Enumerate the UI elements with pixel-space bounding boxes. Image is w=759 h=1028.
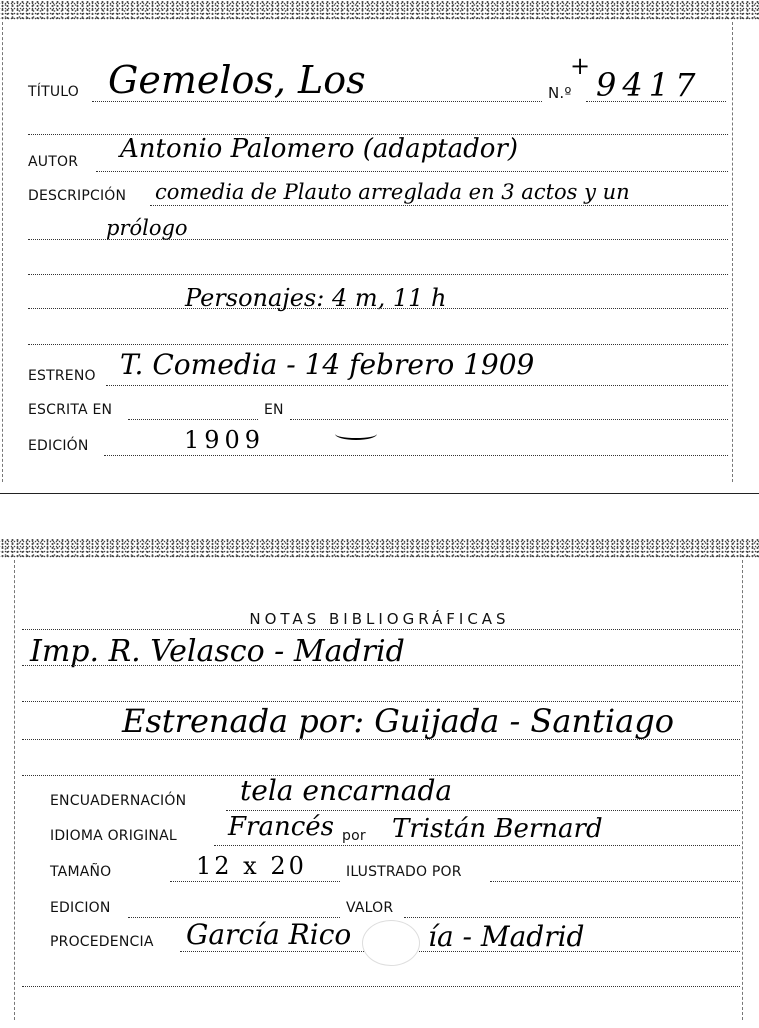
notes-heading: NOTAS BIBLIOGRÁFICAS — [249, 610, 510, 628]
note-line-1 — [22, 665, 740, 666]
edicion-line — [104, 455, 728, 456]
descripcion-line-1 — [150, 205, 728, 206]
estreno-value: T. Comedia - 14 febrero 1909 — [120, 348, 535, 381]
blank-line-2 — [28, 274, 728, 275]
catalog-card-front — [0, 0, 759, 494]
ink-blot — [362, 920, 420, 966]
edicion-label: EDICION — [50, 900, 111, 916]
valor-label: VALOR — [346, 900, 394, 916]
card-right-border — [742, 560, 743, 1020]
titulo-label: TÍTULO — [28, 84, 79, 100]
titulo-value: Gemelos, Los — [108, 58, 366, 102]
card-edge-speckle — [0, 0, 759, 20]
bottom-line — [22, 986, 740, 987]
note-line-3 — [22, 739, 740, 740]
encuadernacion-label: ENCUADERNACIÓN — [50, 793, 187, 809]
escrita-label: ESCRITA EN — [28, 402, 113, 418]
tamano-line — [170, 881, 340, 882]
autor-label: AUTOR — [28, 154, 79, 170]
escrita-line — [128, 419, 258, 420]
valor-line — [404, 917, 740, 918]
note-2: Estrenada por: Guijada - Santiago — [122, 702, 674, 740]
number-value: 9417 — [596, 66, 702, 104]
note-1: Imp. R. Velasco - Madrid — [30, 634, 405, 669]
descripcion-line1: comedia de Plauto arreglada en 3 actos y un — [155, 180, 630, 204]
tamano-value: 12 x 20 — [196, 852, 307, 880]
personajes-line — [28, 308, 728, 309]
descripcion-line2: prólogo — [106, 216, 188, 240]
procedencia-value-a: García Rico — [186, 918, 352, 951]
edicion-value: 1909 — [184, 426, 266, 454]
descripcion-label: DESCRIPCIÓN — [28, 188, 127, 204]
estreno-line — [106, 385, 728, 386]
encuadernacion-line — [226, 810, 740, 811]
tamano-label: TAMAÑO — [50, 864, 112, 880]
catalog-card-back — [0, 538, 759, 1028]
autor-value: Antonio Palomero (adaptador) — [120, 134, 519, 164]
ditto-mark — [335, 428, 377, 440]
blank-line-3 — [28, 344, 728, 345]
card-edge-speckle — [0, 538, 759, 558]
ilustrado-label: ILUSTRADO POR — [346, 864, 462, 880]
procedencia-label: PROCEDENCIA — [50, 934, 154, 950]
idioma-author: Tristán Bernard — [392, 814, 603, 844]
en-line — [290, 419, 728, 420]
autor-line — [96, 171, 728, 172]
card-left-border — [2, 22, 3, 482]
en-label: EN — [264, 402, 284, 418]
heading-line — [22, 629, 740, 630]
number-plus: + — [570, 52, 591, 80]
number-prefix: N.º — [548, 84, 572, 102]
idioma-label: IDIOMA ORIGINAL — [50, 828, 177, 844]
idioma-value: Francés — [228, 812, 335, 842]
procedencia-value-b: ía - Madrid — [428, 920, 585, 953]
encuadernacion-value: tela encarnada — [240, 774, 453, 807]
estreno-label: ESTRENO — [28, 368, 96, 384]
card-right-border — [732, 22, 733, 482]
idioma-line — [214, 845, 740, 846]
ilustrado-line — [490, 881, 740, 882]
idioma-por: por — [342, 828, 366, 844]
card-left-border — [14, 560, 15, 1020]
personajes-note: Personajes: 4 m, 11 h — [185, 284, 447, 312]
edicion-label: EDICIÓN — [28, 438, 89, 454]
